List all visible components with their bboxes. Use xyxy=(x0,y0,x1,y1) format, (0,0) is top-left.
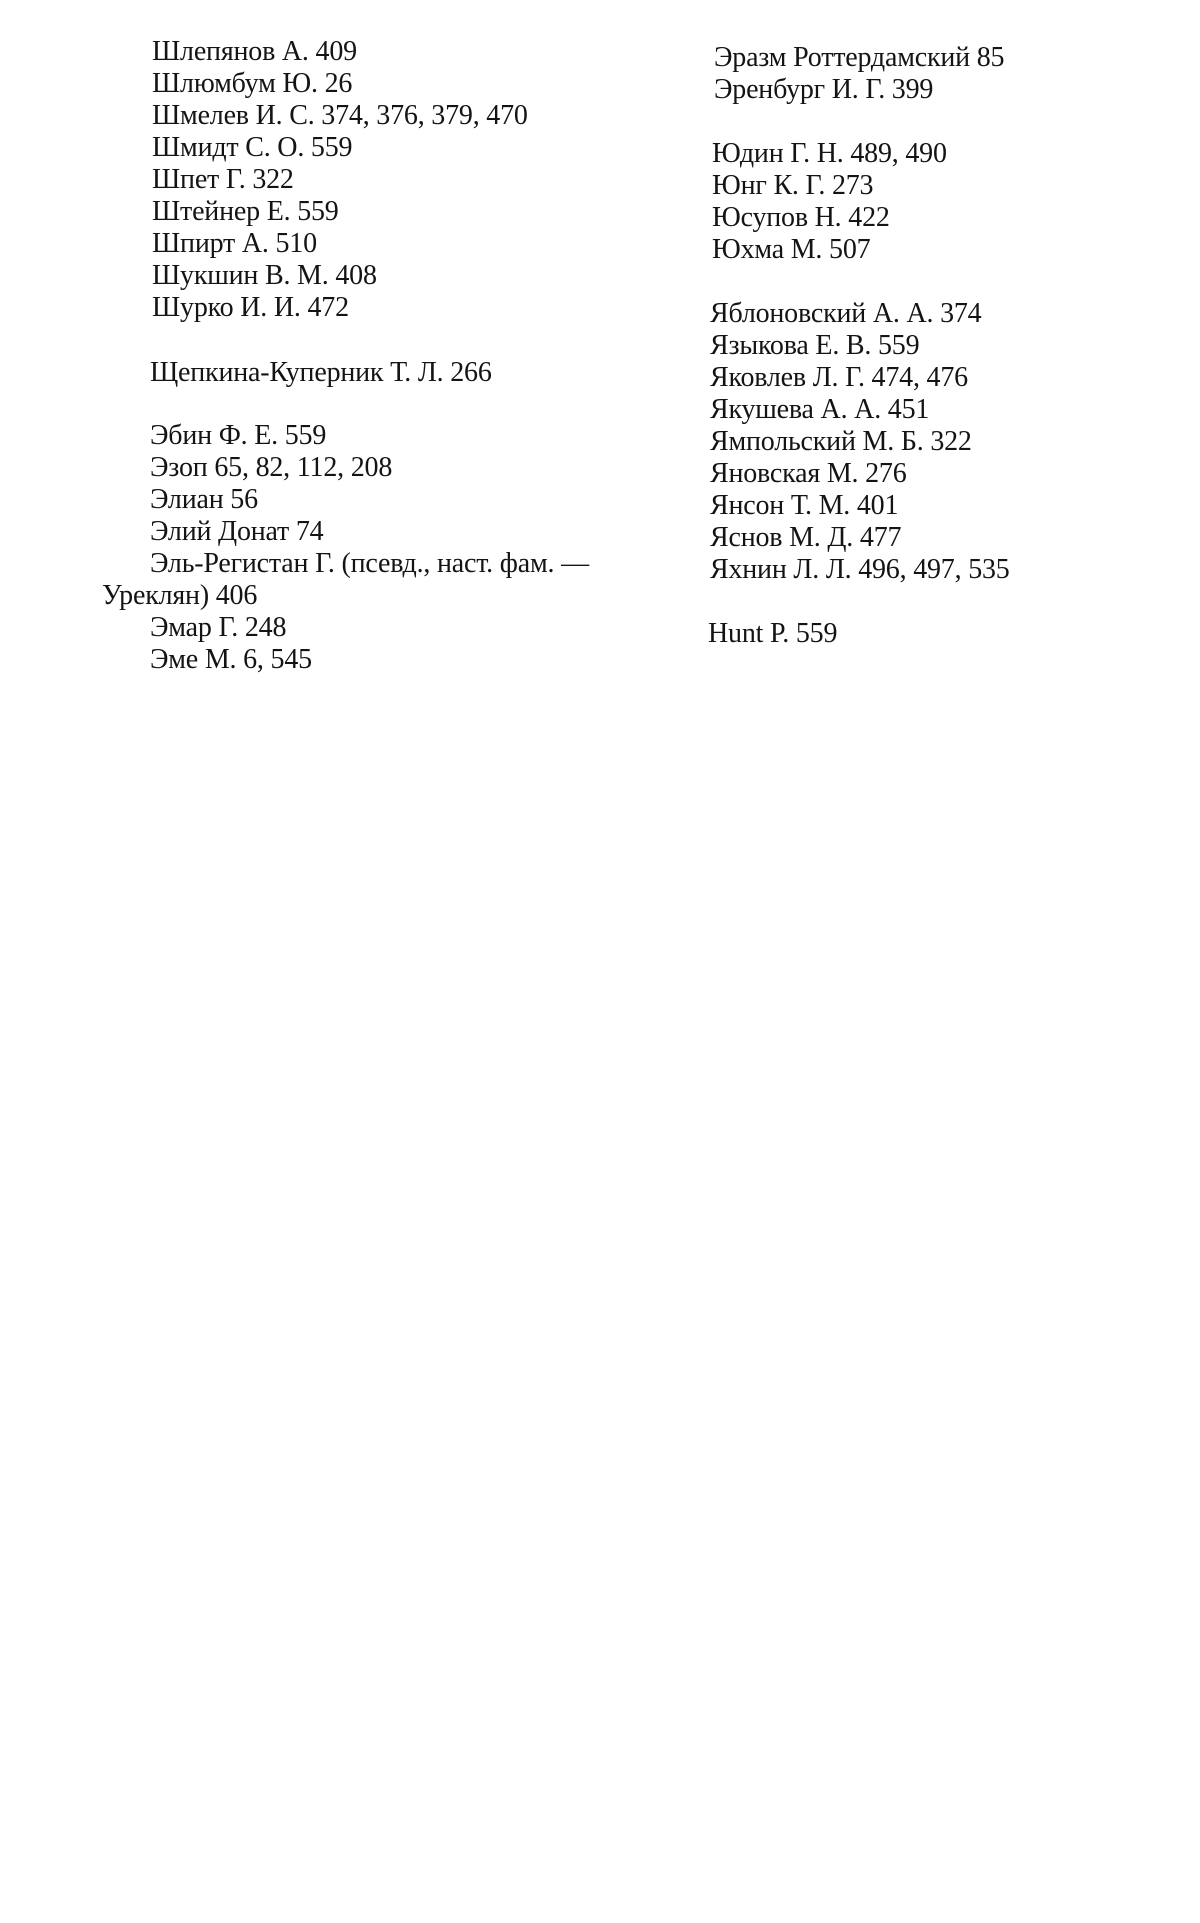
index-entry: Шурко И. И. 472 xyxy=(152,292,349,323)
index-entry: Шлепянов А. 409 xyxy=(152,36,357,67)
index-entry: Шмелев И. С. 374, 376, 379, 470 xyxy=(152,100,528,131)
index-entry: Шлюмбум Ю. 26 xyxy=(152,68,353,99)
index-entry: Эзоп 65, 82, 112, 208 xyxy=(150,452,393,483)
index-entry: Яснов М. Д. 477 xyxy=(710,522,902,553)
index-entry: Эразм Роттердамский 85 xyxy=(714,42,1005,73)
index-entry: Яблоновский А. А. 374 xyxy=(710,298,982,329)
index-entry: Шпет Г. 322 xyxy=(152,164,294,195)
index-entry: Юнг К. Г. 273 xyxy=(712,170,874,201)
index-entry: Эбин Ф. Е. 559 xyxy=(150,420,327,451)
index-entry: Шукшин В. М. 408 xyxy=(152,260,377,291)
index-entry: Щепкина-Куперник Т. Л. 266 xyxy=(150,357,492,388)
index-entry: Юдин Г. Н. 489, 490 xyxy=(712,138,947,169)
index-entry: Якушева А. А. 451 xyxy=(710,394,930,425)
index-entry-continuation: Уреклян) 406 xyxy=(102,580,258,611)
index-entry: Яковлев Л. Г. 474, 476 xyxy=(710,362,968,393)
index-entry: Штейнер Е. 559 xyxy=(152,196,339,227)
index-entry: Элий Донат 74 xyxy=(150,516,324,547)
index-entry: Hunt P. 559 xyxy=(708,618,838,649)
index-entry: Эме М. 6, 545 xyxy=(150,644,312,675)
index-entry: Юсупов Н. 422 xyxy=(712,202,890,233)
index-entry: Ямпольский М. Б. 322 xyxy=(710,426,972,457)
index-entry: Яновская М. 276 xyxy=(710,458,907,489)
index-entry: Эль-Регистан Г. (псевд., наст. фам. — xyxy=(150,548,589,579)
index-entry: Юхма М. 507 xyxy=(712,234,871,265)
index-entry: Языкова Е. В. 559 xyxy=(710,330,920,361)
index-entry: Эренбург И. Г. 399 xyxy=(714,74,934,105)
index-entry: Шмидт С. О. 559 xyxy=(152,132,353,163)
index-entry: Яхнин Л. Л. 496, 497, 535 xyxy=(710,554,1010,585)
index-entry: Янсон Т. М. 401 xyxy=(710,490,899,521)
index-entry: Эмар Г. 248 xyxy=(150,612,287,643)
index-entry: Элиан 56 xyxy=(150,484,258,515)
index-entry: Шпирт А. 510 xyxy=(152,228,317,259)
